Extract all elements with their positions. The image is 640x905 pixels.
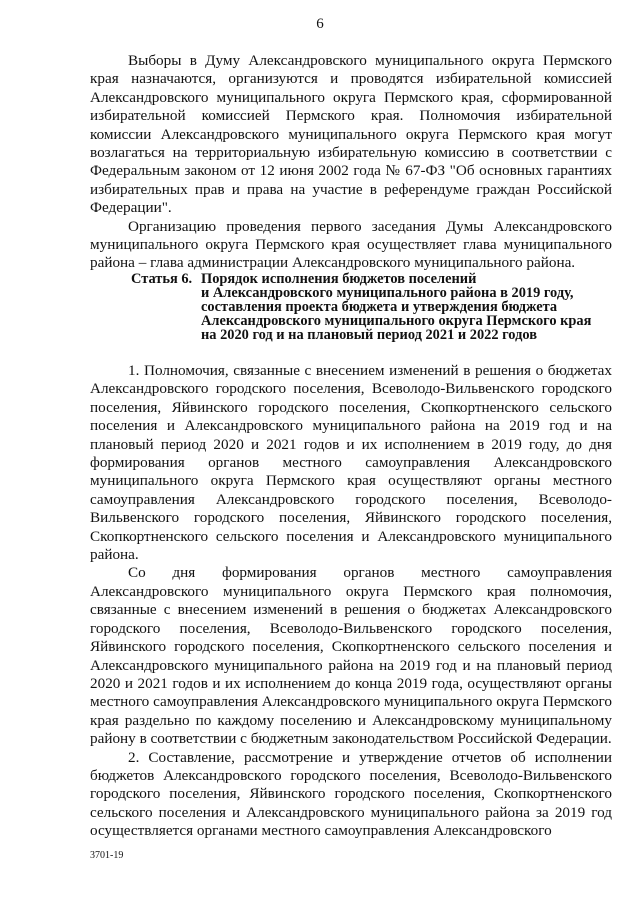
article-title-line: на 2020 год и на плановый период 2021 и 2022 годов xyxy=(201,327,537,343)
paragraph-first-meeting: Организацию проведения первого заседания Думы Александровского муниципального округа Пермского края осуществляет глава муниципального района – глава администрации Александровского муниципального района. xyxy=(90,217,612,272)
paragraph-section-1-continued: Со дня формирования органов местного самоуправления Александровского муниципального округа Пермского края полномочия, связанные с внесением изменений в решения о бюджетах Александровского городского поселения, Всеволодо-Вильвенского городского поселения, Яйвинского городского поселения, Скопкортненского сельского поселения и Александровского муниципального района на 2019 год и на плановый период 2020 и 2021 годов и их исполнением до конца 2019 года, осуществляют органы местного самоуправления Александровского муниципального округа Пермского края раздельно по каждому поселению и Александровскому муниципальному району в соответствии с бюджетным законодательством Российской Федерации. xyxy=(90,564,612,748)
intro-text-block xyxy=(90,52,612,273)
page-number: 6 xyxy=(316,16,324,32)
article-title-line: Порядок исполнения бюджетов поселений xyxy=(201,271,477,287)
paragraph-section-1: 1. Полномочия, связанные с внесением изменений в решения о бюджетах Александровского городского поселения, Всеволодо-Вильвенского городского поселения, Яйвинского городского поселения, Скопкортненского сельского поселения и Александровского муниципального района на 2019 год и на плановый период 2020 и 2021 годов и их исполнением в 2019 году, до дня формирования органов местного самоуправления Александровского муниципального округа Пермского края осуществляют органы местного самоуправления Александровского городского поселения, Всеволодо-Вильвенского городского поселения, Яйвинского городского поселения, Скопкортненского сельского поселения и Александровского муниципального района. xyxy=(90,362,612,564)
paragraph-elections: Выборы в Думу Александровского муниципального округа Пермского края назначаются, организуются и проводятся избирательной комиссией Александровского муниципального округа Пермского края, сформированной избирательной комиссией Пермского края. Полномочия избирательной комиссии Александровского муниципального округа Пермского края могут возлагаться на территориальную избирательную комиссию в соответствии с Федеральным законом от 12 июня 2002 года № 67-ФЗ "Об основных гарантиях избирательных прав и права на участие в референдуме граждан Российской Федерации". xyxy=(90,52,612,217)
article-title-line: и Александровского муниципального района в 2019 году, xyxy=(201,285,574,301)
article-heading xyxy=(131,272,621,342)
paragraph-section-2: 2. Составление, рассмотрение и утверждение отчетов об исполнении бюджетов Александровского городского поселения, Всеволодо-Вильвенского городского поселения, Яйвинского городского поселения, Скопкортненского сельского поселения и Александровского муниципального района за 2019 год осуществляется органами местного самоуправления Александровского xyxy=(90,748,612,840)
article-body xyxy=(90,362,612,841)
article-title xyxy=(201,272,621,342)
article-title-line: Александровского муниципального округа Пермского края xyxy=(201,313,592,329)
article-title-line: составления проекта бюджета и утверждения бюджета xyxy=(201,299,558,315)
document-code: 3701-19 xyxy=(90,850,124,861)
article-label: Статья 6. xyxy=(131,271,193,287)
